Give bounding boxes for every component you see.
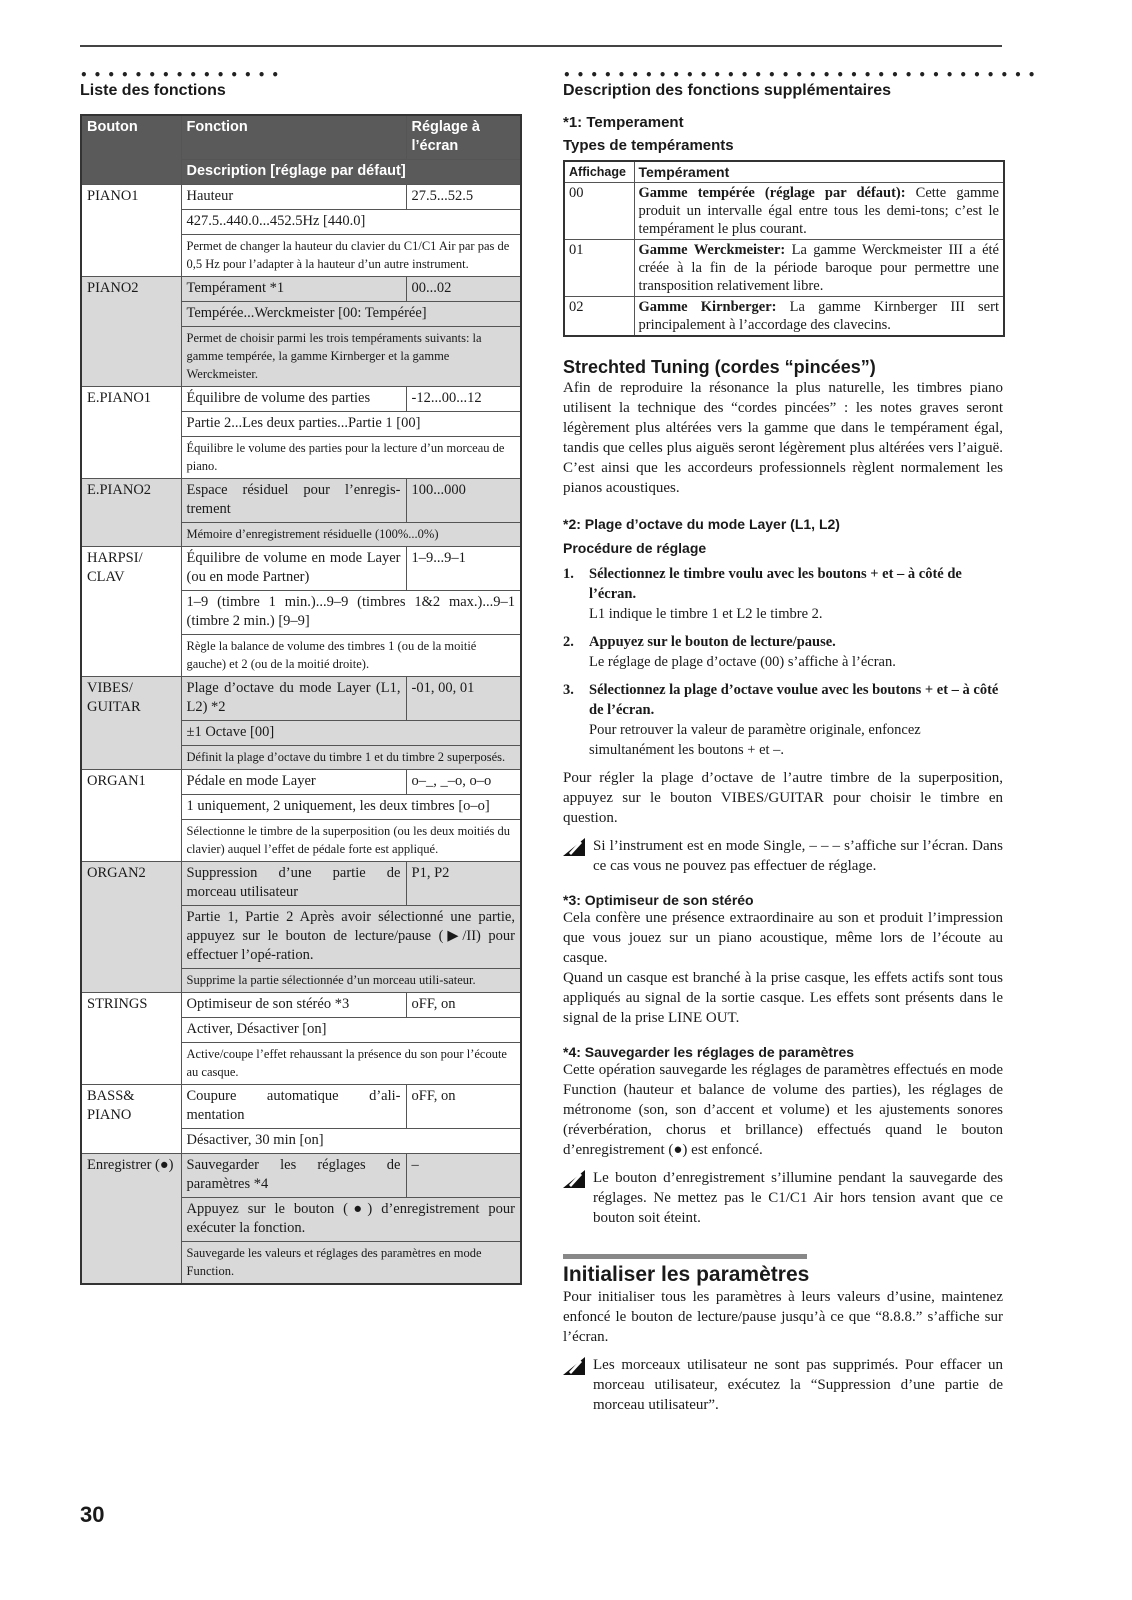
setting-value: oFF, on	[406, 993, 521, 1018]
save-text: Cette opération sauvegarde les réglages de paramètres effectués en mode Function (hauteur et balance de volume des parties), les réglages de métronome (son, son d’accent et volume) et les ajustements sonores (réverbération, chorus et brillance) effectués quand le bouton d’enregistrement (●) est enfoncé.	[563, 1062, 1003, 1158]
function-name: Sauvegarder les réglages de paramètres *4	[181, 1154, 406, 1198]
page-number: 30	[80, 1502, 105, 1527]
setting-value: 100...000	[406, 479, 521, 523]
button-name: BASS& PIANO	[81, 1085, 181, 1154]
range-text: ±1 Octave [00]	[181, 721, 521, 746]
col-header-reglage: Réglage à l’écran	[406, 115, 521, 160]
temp-text: La gamme Kirnberger III sert principalement à l’accordage des clavecins.	[638, 299, 999, 333]
function-name: Équilibre de volume des parties	[181, 387, 406, 412]
range-text: Tempérée...Werckmeister [00: Tempérée]	[181, 302, 521, 327]
setting-value: o–_, _–o, o–o	[406, 770, 521, 795]
top-rule	[80, 45, 1002, 47]
section-dots: •••••••••••••••	[80, 68, 286, 82]
button-name: Enregistrer (●)	[81, 1154, 181, 1285]
stereo-text-2: Quand un casque est branché à la prise casque, les effets actifs sont tous appliqués au signal de la sortie casque. Les effets sont présents dans le signal de la prise LINE OUT.	[563, 970, 1003, 1026]
stretched-tuning-text: Afin de reproduire la résonance la plus naturelle, les timbres piano utilisent la technique des “cordes pincées” : les notes graves seront légèrement plus altérées vers la gamme que dans le tempérament égal, tandis que celles plus aiguës seront légèrement plus altérées vers l’aiguë. C’est ainsi que les accordeurs professionnels règlent normalement les pianos acoustiques.	[563, 380, 1003, 496]
setting-value: –	[406, 1154, 521, 1198]
description-text: Équilibre le volume des parties pour la lecture d’un morceau de piano.	[181, 437, 521, 479]
table-row	[81, 1085, 521, 1129]
note-init: Les morceaux utilisateur ne sont pas supprimés. Pour effacer un morceau utilisateur, exécutez la “Suppression d’une partie de morceau utilisateur”.	[563, 1355, 1003, 1415]
table-row	[81, 1154, 521, 1198]
octave-subtitle: Procédure de réglage	[563, 540, 707, 556]
left-column	[80, 70, 520, 1285]
function-name: Suppression d’une partie de morceau utilisateur	[181, 862, 406, 906]
table-row	[564, 240, 1004, 297]
temperament-title: *1: Temperament	[563, 114, 684, 131]
table-row	[81, 770, 521, 795]
button-name: HARPSI/ CLAV	[81, 547, 181, 677]
function-name: Coupure automatique d’ali-mentation	[181, 1085, 406, 1129]
col-header-fonction: Fonction	[181, 115, 406, 160]
note-save: Le bouton d’enregistrement s’illumine pendant la sauvegarde des réglages. Ne mettez pas le C1/C1 Air hors tension avant que ce bouton soit éteint.	[563, 1168, 1003, 1228]
description-text: Règle la balance de volume des timbres 1 (ou de la moitié gauche) et 2 (ou de la moitié droite).	[181, 635, 521, 677]
description-text: Permet de changer la hauteur du clavier du C1/C1 Air par pas de 0,5 Hz pour l’adapter à la hauteur d’un autre instrument.	[181, 235, 521, 277]
temp-code: 01	[564, 240, 634, 297]
temp-code: 02	[564, 297, 634, 337]
button-name: PIANO1	[81, 185, 181, 277]
range-text: Activer, Désactiver [on]	[181, 1018, 521, 1043]
button-name: PIANO2	[81, 277, 181, 387]
button-name: E.PIANO1	[81, 387, 181, 479]
range-text: 1–9 (timbre 1 min.)...9–9 (timbres 1&2 max.)...9–1 (timbre 2 min.) [9–9]	[181, 591, 521, 635]
description-text: Sauvegarde les valeurs et réglages des paramètres en mode Function.	[181, 1242, 521, 1285]
table-row	[81, 387, 521, 412]
range-text: Partie 1, Partie 2 Après avoir sélectionné une partie, appuyez sur le bouton de lecture/pause (▶/II) pour effectuer l’opé-ration.	[181, 906, 521, 969]
table-row	[81, 185, 521, 210]
octave-title: *2: Plage d’octave du mode Layer (L1, L2)	[563, 516, 840, 532]
save-title: *4: Sauvegarder les réglages de paramètres	[563, 1044, 855, 1060]
pencil-note-icon	[563, 838, 585, 856]
temp-text: Cette gamme produit un intervalle égal entre tous les demi-tons; c’est le tempérament le plus courant.	[638, 185, 999, 237]
section-heading-functions: Liste des fonctions	[80, 82, 226, 99]
col-header-bouton: Bouton	[81, 115, 181, 185]
function-name: Tempérament *1	[181, 277, 406, 302]
function-name: Espace résiduel pour l’enregis-trement	[181, 479, 406, 523]
pencil-note-icon	[563, 1357, 585, 1375]
pencil-note-icon	[563, 1170, 585, 1188]
range-text: 427.5..440.0...452.5Hz [440.0]	[181, 210, 521, 235]
temp-col-temperament: Tempérament	[634, 161, 1004, 183]
temperament-subtitle: Types de tempéraments	[563, 137, 734, 154]
setting-value: -01, 00, 01	[406, 677, 521, 721]
right-column	[563, 68, 1042, 1415]
button-name: ORGAN2	[81, 862, 181, 993]
section-heading-descriptions: Description des fonctions supplémentaires	[563, 82, 892, 99]
table-row	[564, 183, 1004, 240]
temperament-table	[563, 160, 1005, 337]
button-name: VIBES/ GUITAR	[81, 677, 181, 770]
temp-name: Gamme tempérée (réglage par défaut):	[638, 185, 906, 201]
button-name: E.PIANO2	[81, 479, 181, 547]
temp-code: 00	[564, 183, 634, 240]
button-name: STRINGS	[81, 993, 181, 1085]
function-name: Équilibre de volume en mode Layer (ou en mode Partner)	[181, 547, 406, 591]
init-title: Initialiser les paramètres	[563, 1263, 810, 1286]
setting-value: -12...00...12	[406, 387, 521, 412]
setting-value: oFF, on	[406, 1085, 521, 1129]
range-text: 1 uniquement, 2 uniquement, les deux timbres [o–o]	[181, 795, 521, 820]
stereo-title: *3: Optimiseur de son stéréo	[563, 892, 754, 908]
range-text: Partie 2...Les deux parties...Partie 1 [00]	[181, 412, 521, 437]
description-text: Active/coupe l’effet rehaussant la présence du son pour l’écoute au casque.	[181, 1043, 521, 1085]
description-text: Mémoire d’enregistrement résiduelle (100%...0%)	[181, 523, 521, 547]
function-name: Plage d’octave du mode Layer (L1, L2) *2	[181, 677, 406, 721]
function-name: Optimiseur de son stéréo *3	[181, 993, 406, 1018]
table-row	[81, 277, 521, 302]
stereo-text-1: Cela confère une présence extraordinaire au son et produit l’impression que vous jouez sur un piano acoustique, même lors de l’écoute au casque.	[563, 910, 1003, 966]
section-dots: •••••••••••••••••••••••••••••••••••	[563, 68, 1042, 82]
list-item: 3. Sélectionnez la plage d’octave voulue avec les boutons + et – à côté de l’écran. Pour retrouver la valeur de paramètre originale, enfoncez simultanément les boutons + et –.	[563, 682, 999, 758]
procedure-steps	[563, 564, 1003, 760]
octave-after-text: Pour régler la plage d’octave de l’autre timbre de la superposition, appuyez sur le bouton VIBES/GUITAR pour choisir le timbre en question.	[563, 770, 1003, 826]
section-bar	[563, 1254, 807, 1259]
setting-value: 27.5...52.5	[406, 185, 521, 210]
col-header-description: Description [réglage par défaut]	[181, 160, 521, 185]
stretched-tuning-title: Strechted Tuning (cordes “pincées”)	[563, 357, 876, 377]
range-text: Appuyez sur le bouton (●) d’enregistrement pour exécuter la fonction.	[181, 1198, 521, 1242]
init-text: Pour initialiser tous les paramètres à leurs valeurs d’usine, maintenez enfoncé le bouton de lecture/pause jusqu’à ce que “8.8.8.” s’affiche sur l’écran.	[563, 1289, 1003, 1345]
temp-name: Gamme Werckmeister:	[638, 242, 786, 258]
description-text: Permet de choisir parmi les trois tempéraments suivants: la gamme tempérée, la gamme Kirnberger et la gamme Werckmeister.	[181, 327, 521, 387]
function-name: Hauteur	[181, 185, 406, 210]
list-item: 2. Appuyez sur le bouton de lecture/pause. Le réglage de plage d’octave (00) s’affiche à l’écran.	[563, 634, 896, 670]
note-octave: Si l’instrument est en mode Single, – – – s’affiche sur l’écran. Dans ce cas vous ne pouvez pas effectuer de réglage.	[563, 836, 1003, 876]
description-text: Définit la plage d’octave du timbre 1 et du timbre 2 superposés.	[181, 746, 521, 770]
temp-col-affichage: Affichage	[564, 161, 634, 183]
range-text: Désactiver, 30 min [on]	[181, 1129, 521, 1154]
temp-name: Gamme Kirnberger:	[638, 299, 777, 315]
list-item: 1. Sélectionnez le timbre voulu avec les boutons + et – à côté de l’écran. L1 indique le timbre 1 et L2 le timbre 2.	[563, 566, 962, 622]
table-row	[81, 993, 521, 1018]
setting-value: 1–9...9–1	[406, 547, 521, 591]
setting-value: P1, P2	[406, 862, 521, 906]
button-name: ORGAN1	[81, 770, 181, 862]
function-name: Pédale en mode Layer	[181, 770, 406, 795]
temp-text: La gamme Werckmeister III a été créée à la fin de la période baroque pour permettre une transposition relativement libre.	[638, 242, 999, 294]
table-row	[81, 479, 521, 523]
table-row	[81, 547, 521, 591]
table-row	[81, 677, 521, 721]
table-row	[564, 297, 1004, 337]
setting-value: 00...02	[406, 277, 521, 302]
description-text: Sélectionne le timbre de la superposition (ou les deux moitiés du clavier) auquel l’effet de pédale forte est appliqué.	[181, 820, 521, 862]
function-table	[80, 114, 522, 1285]
description-text: Supprime la partie sélectionnée d’un morceau utili-sateur.	[181, 969, 521, 993]
table-row	[81, 862, 521, 906]
